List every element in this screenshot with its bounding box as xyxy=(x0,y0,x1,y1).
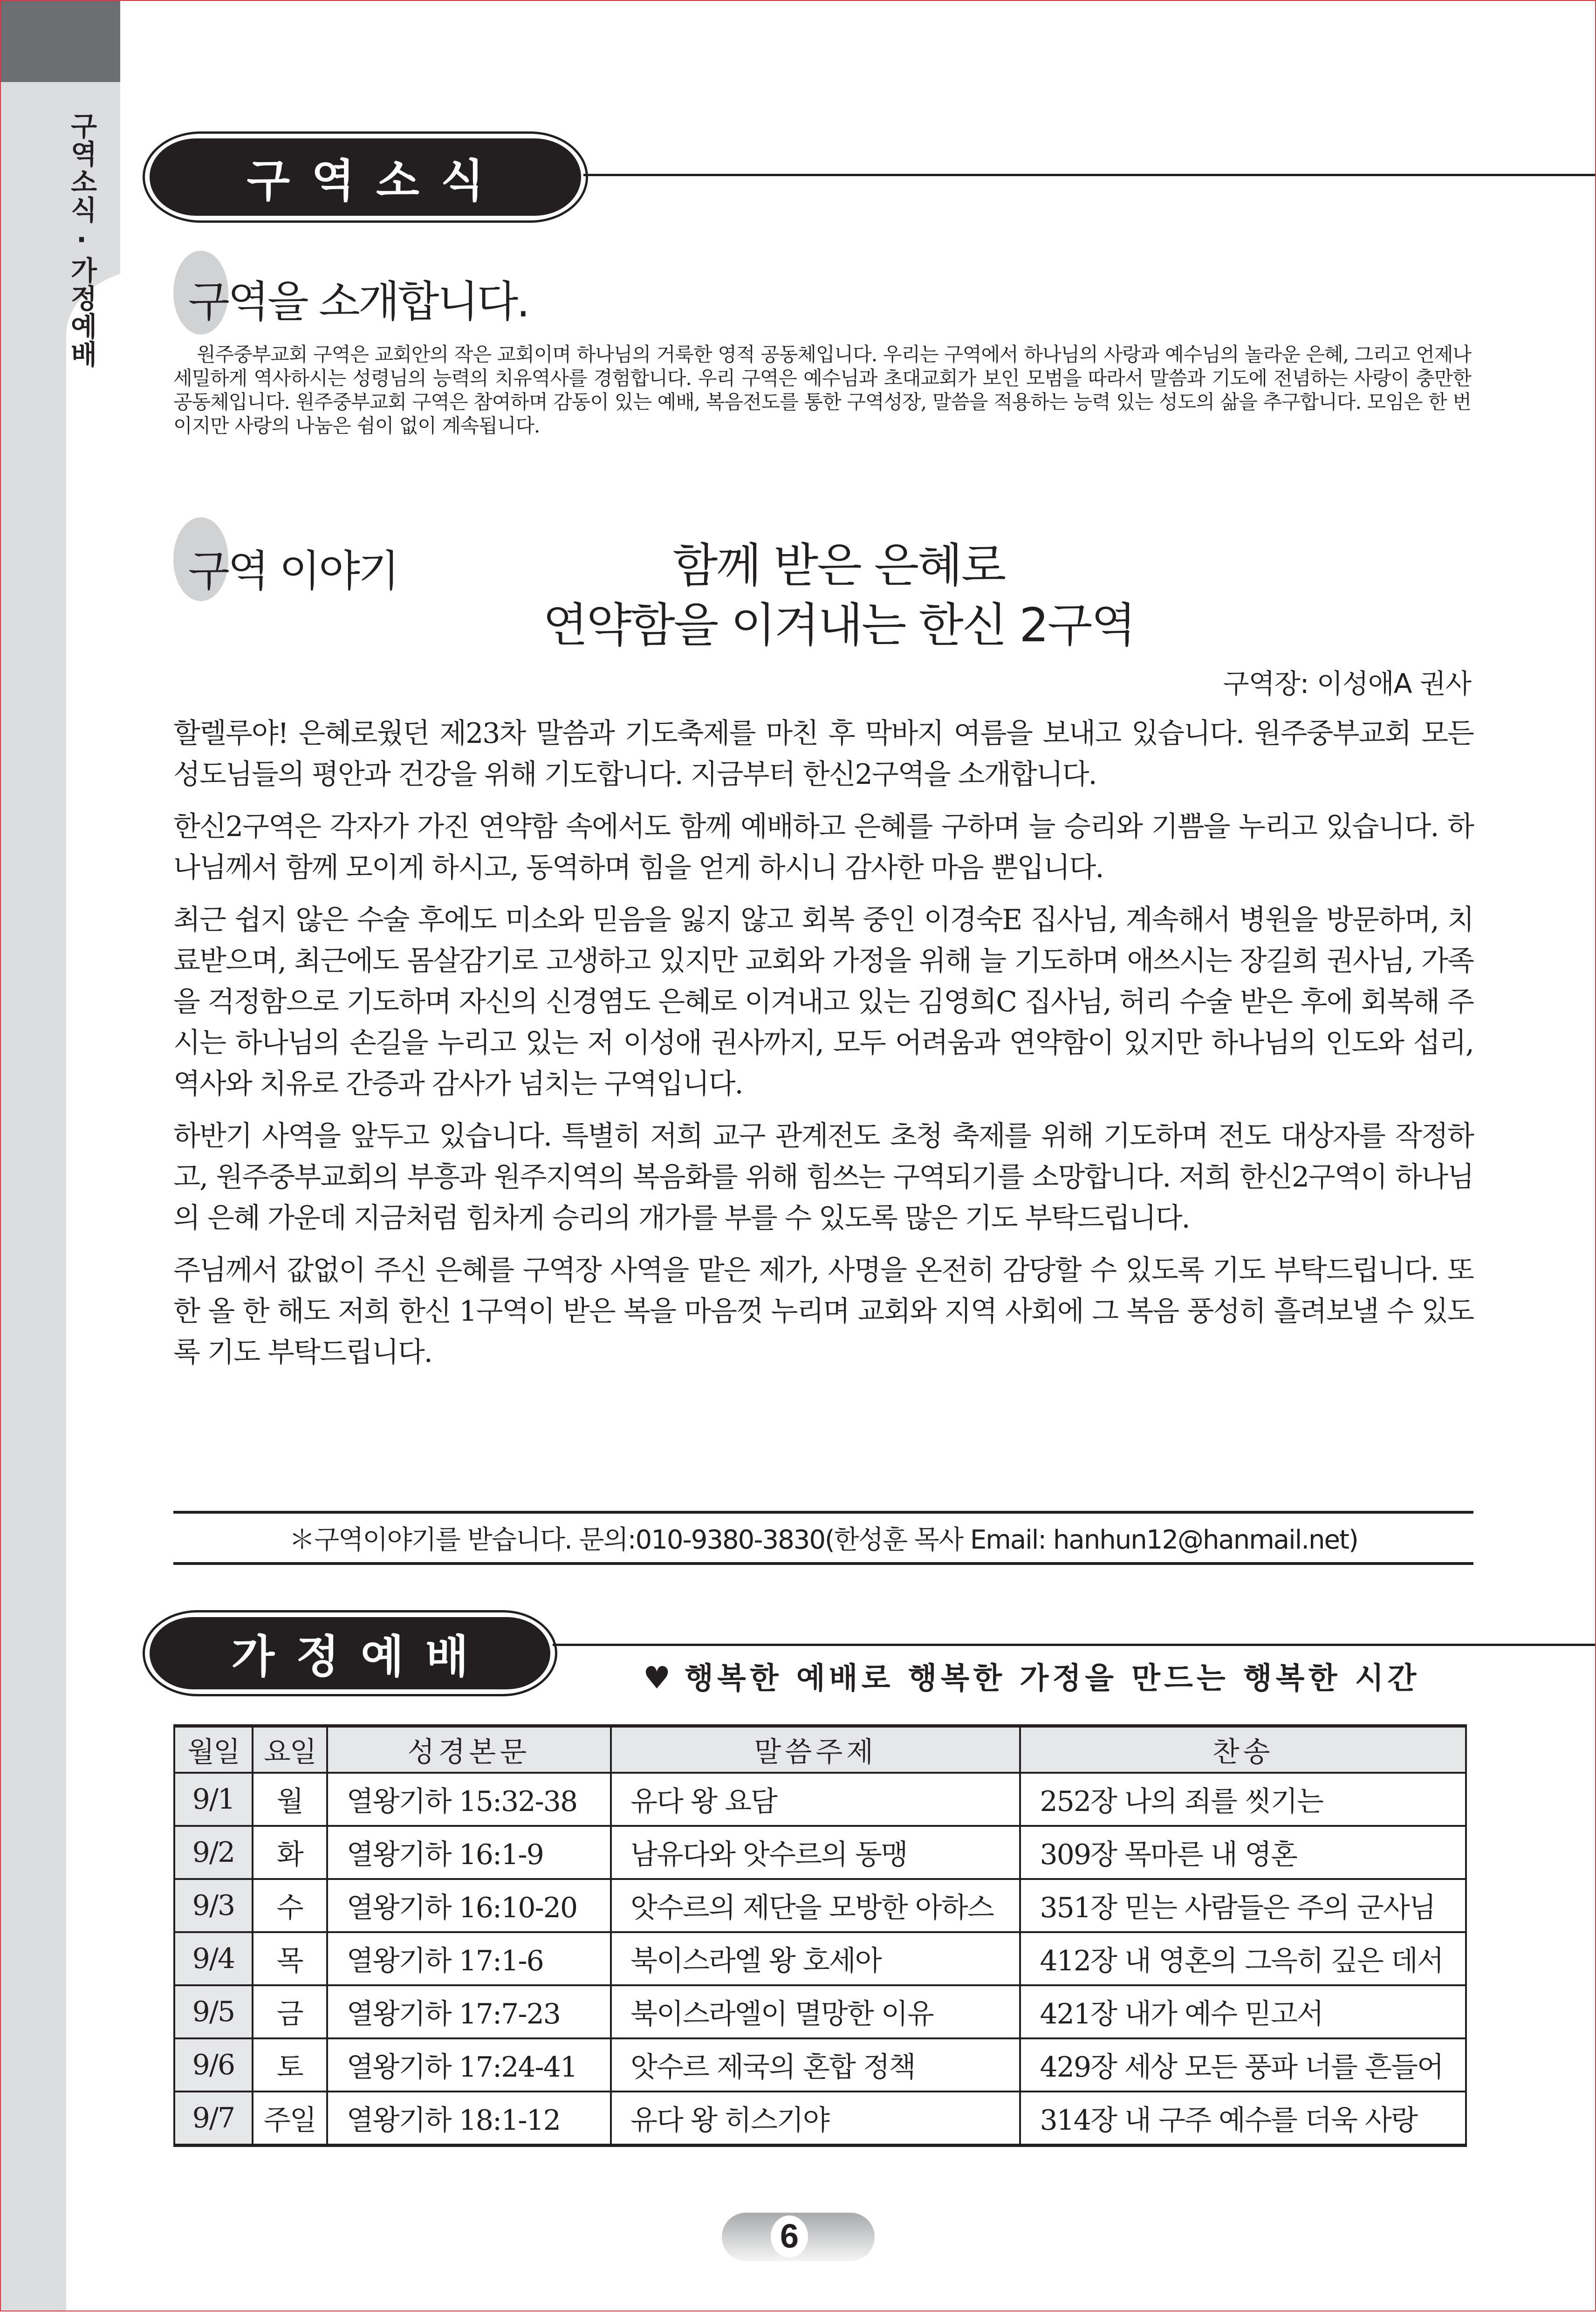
tagline-text: 행복한 예배로 행복한 가정을 만드는 행복한 시간 xyxy=(685,1661,1420,1696)
intro-text: 원주중부교회 구역은 교회안의 작은 교회이며 하나님의 거룩한 영적 공동체입니다. 우리는 구역에서 하나님의 사랑과 예수님의 놀라운 은혜, 그리고 언제나 세밀하게 역사하시는 성령님의 능력의 치유역사를 경험합니다. 우리 구역은 예수님과 초대교회가 보인 모범을 따라서 말씀과 기도에 전념하는 사랑이 충만한 공동체입니다. 원주중부교회 구역은 참여하며 감동이 있는 예배, 복음전도를 통한 구역성장, 말씀을 적용하는 능력 있는 성도의 삶을 추구합니다. 모임은 한 번이지만 사랑의 나눔은 쉼이 없이 계속됩니다. xyxy=(173,343,1471,437)
cell-hymn: 314장 내 구주 예수를 더욱 사랑 xyxy=(1020,2092,1466,2146)
intro-heading xyxy=(173,251,593,335)
cell-topic: 북이스라엘이 멸망한 이유 xyxy=(611,1985,1021,2038)
cell-date: 9/4 xyxy=(174,1932,253,1985)
cell-day: 목 xyxy=(253,1932,327,1985)
family-worship-schedule-table xyxy=(173,1724,1467,2147)
table-row xyxy=(174,2038,1466,2092)
cell-day: 화 xyxy=(253,1826,327,1879)
story-body xyxy=(173,713,1473,1384)
cell-day: 금 xyxy=(253,1985,327,2038)
story-paragraph: 하반기 사역을 앞두고 있습니다. 특별히 저희 교구 관계전도 초청 축제를 위해 기도하며 전도 대상자를 작정하고, 원주중부교회의 부흥과 원주지역의 복음화를 위해 힘쓰는 구역되기를 소망합니다. 저희 한신2구역이 하나님의 은혜 가운데 지금처럼 힘차게 승리의 개가를 부를 수 있도록 많은 기도 부탁드립니다. xyxy=(173,1120,1473,1234)
table-row xyxy=(174,2092,1466,2146)
section-header-rule xyxy=(583,174,1596,176)
cell-hymn: 351장 믿는 사람들은 주의 군사님 xyxy=(1020,1879,1466,1932)
story-heading-text: 구역 이야기 xyxy=(188,546,398,596)
story-title xyxy=(466,536,1212,655)
cell-date: 9/3 xyxy=(174,1879,253,1932)
cell-date: 9/5 xyxy=(174,1985,253,2038)
section-header-fill xyxy=(150,138,581,216)
cell-scripture: 열왕기하 16:10-20 xyxy=(327,1879,611,1932)
table-row xyxy=(174,1879,1466,1932)
heart-icon: ♥ xyxy=(643,1660,675,1696)
col-header-topic: 말씀주제 xyxy=(611,1726,1021,1773)
cell-date: 9/2 xyxy=(174,1826,253,1879)
cell-day: 수 xyxy=(253,1879,327,1932)
sidebar-section-label: 구역소식·가정예배 xyxy=(66,112,97,368)
cell-scripture: 열왕기하 17:7-23 xyxy=(327,1985,611,2038)
family-worship-tagline xyxy=(643,1654,1420,1697)
page-number: 6 xyxy=(771,2215,808,2257)
story-paragraph: 한신2구역은 각자가 가진 연약함 속에서도 함께 예배하고 은혜를 구하며 늘 승리와 기쁨을 누리고 있습니다. 하나님께서 함께 모이게 하시고, 동역하며 힘을 얻게 하시니 감사한 마음 뿐입니다. xyxy=(173,810,1473,884)
cell-date: 9/6 xyxy=(174,2038,253,2092)
story-author: 구역장: 이성애A 권사 xyxy=(1223,668,1471,700)
cell-topic: 앗수르 제국의 혼합 정책 xyxy=(611,2038,1021,2092)
story-paragraph: 할렐루야! 은혜로웠던 제23차 말씀과 기도축제를 마친 후 막바지 여름을 보내고 있습니다. 원주중부교회 모든 성도님들의 평안과 건강을 위해 기도합니다. 지금부터 한신2구역을 소개합니다. xyxy=(173,717,1473,791)
cell-hymn: 429장 세상 모든 풍파 너를 흔들어 xyxy=(1020,2038,1466,2092)
col-header-hymn: 찬송 xyxy=(1020,1726,1466,1773)
cell-day: 주일 xyxy=(253,2092,327,2146)
table-row xyxy=(174,1985,1466,2038)
story-heading xyxy=(173,517,453,601)
section-title: 구역소식 xyxy=(247,154,506,207)
table-row xyxy=(174,1932,1466,1985)
cell-hymn: 421장 내가 예수 믿고서 xyxy=(1020,1985,1466,2038)
story-title-line1: 함께 받은 은혜로 xyxy=(672,538,1005,593)
cell-hymn: 309장 목마른 내 영혼 xyxy=(1020,1826,1466,1879)
section-header-fill xyxy=(150,1617,550,1689)
cell-topic: 북이스라엘 왕 호세아 xyxy=(611,1932,1021,1985)
story-paragraph: 최근 쉽지 않은 수술 후에도 미소와 믿음을 잃지 않고 회복 중인 이경숙E 집사님, 계속해서 병원을 방문하며, 치료받으며, 최근에도 몸살감기로 고생하고 있지만 교회와 가정을 위해 늘 기도하며 애쓰시는 장길희 권사님, 가족을 걱정함으로 기도하며 자신의 신경염도 은혜로 이겨내고 있는 김영희C 집사님, 허리 수술 받은 후에 회복해 주시는 하나님의 손길을 누리고 있는 저 이성애 권사까지, 모두 어려움과 연약함이 있지만 하나님의 인도와 섭리, 역사와 치유로 간증과 감사가 넘치는 구역입니다. xyxy=(173,904,1473,1100)
section-header-family-worship xyxy=(143,1610,557,1696)
cell-hymn: 252장 나의 죄를 씻기는 xyxy=(1020,1773,1466,1826)
cell-topic: 유다 왕 요담 xyxy=(611,1773,1021,1826)
col-header-day: 요일 xyxy=(253,1726,327,1773)
intro-paragraph xyxy=(173,343,1471,438)
col-header-date: 월일 xyxy=(174,1726,253,1773)
table-row xyxy=(174,1773,1466,1826)
cell-scripture: 열왕기하 16:1-9 xyxy=(327,1826,611,1879)
section-header-district-news xyxy=(143,131,588,223)
section-header-rule xyxy=(553,1644,1596,1646)
cell-scripture: 열왕기하 18:1-12 xyxy=(327,2092,611,2146)
story-paragraph: 주님께서 값없이 주신 은혜를 구역장 사역을 맡은 제가, 사명을 온전히 감당할 수 있도록 기도 부탁드립니다. 또한 올 한 해도 저희 한신 1구역이 받은 복을 마음껏 누리며 교회와 지역 사회에 그 복음 풍성히 흘려보낼 수 있도록 기도 부탁드립니다. xyxy=(173,1254,1473,1369)
submission-notice: ＊구역이야기를 받습니다. 문의:010-9380-3830(한성훈 목사 Email: hanhun12@hanmail.net) xyxy=(173,1511,1473,1565)
page-number-badge xyxy=(722,2213,875,2261)
sidebar-curve-cutout xyxy=(66,267,159,2318)
section-title: 가정예배 xyxy=(231,1631,490,1683)
table-header-row xyxy=(174,1726,1466,1773)
table-row xyxy=(174,1826,1466,1879)
cell-hymn: 412장 내 영혼의 그윽히 깊은 데서 xyxy=(1020,1932,1466,1985)
story-title-line2: 연약함을 이겨내는 한신 2구역 xyxy=(542,598,1135,652)
cell-topic: 유다 왕 히스기야 xyxy=(611,2092,1021,2146)
sidebar-top-band xyxy=(1,0,120,82)
cell-day: 토 xyxy=(253,2038,327,2092)
cell-day: 월 xyxy=(253,1773,327,1826)
cell-topic: 남유다와 앗수르의 동맹 xyxy=(611,1826,1021,1879)
cell-date: 9/7 xyxy=(174,2092,253,2146)
cell-scripture: 열왕기하 15:32-38 xyxy=(327,1773,611,1826)
cell-date: 9/1 xyxy=(174,1773,253,1826)
intro-heading-text: 구역을 소개합니다. xyxy=(188,277,528,327)
cell-scripture: 열왕기하 17:1-6 xyxy=(327,1932,611,1985)
cell-scripture: 열왕기하 17:24-41 xyxy=(327,2038,611,2092)
cell-topic: 앗수르의 제단을 모방한 아하스 xyxy=(611,1879,1021,1932)
col-header-scripture: 성경본문 xyxy=(327,1726,611,1773)
